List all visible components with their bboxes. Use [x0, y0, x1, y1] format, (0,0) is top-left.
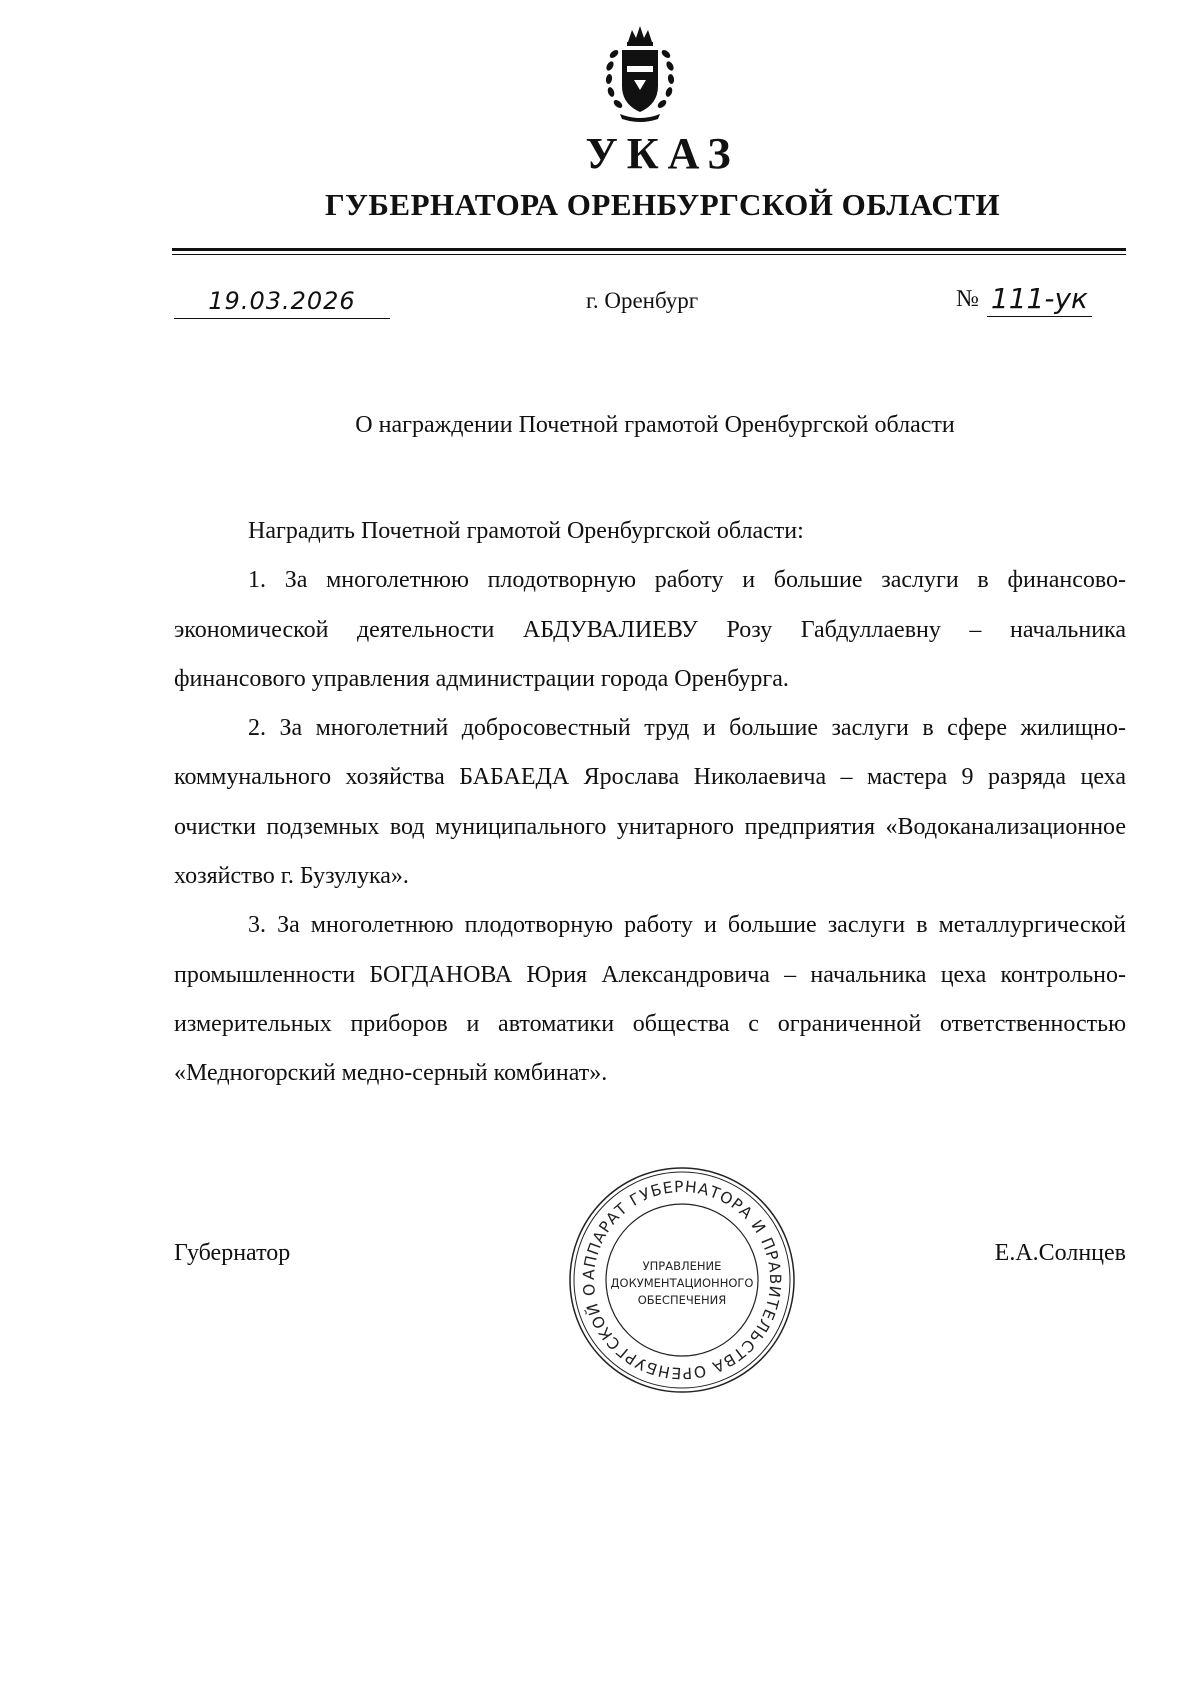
seal-ring-text: АППАРАТ ГУБЕРНАТОРА И ПРАВИТЕЛЬСТВА ОРЕНБУРГСКОЙ О	[579, 1177, 785, 1383]
number-sign: №	[956, 286, 979, 312]
official-seal	[562, 1160, 802, 1400]
award-item-1: 1. За многолетнюю плодотворную работу и большие заслуги в финансово-экономической деятельности АБДУВАЛИЕВУ Розу Габдуллаевну – начальника финансового управления администрации города Оренбурга.	[174, 567, 1126, 692]
document-subject: О награждении Почетной грамотой Оренбургской области	[355, 412, 955, 438]
seal-center-line-3: ОБЕСПЕЧЕНИЯ	[637, 1293, 727, 1307]
document-number	[956, 282, 1092, 322]
seal-center-line-2: ДОКУМЕНТАЦИОННОГО	[610, 1276, 754, 1290]
body-intro: Наградить Почетной грамотой Оренбургской области:	[248, 518, 804, 544]
issuer-title: ГУБЕРНАТОРА ОРЕНБУРГСКОЙ ОБЛАСТИ	[324, 187, 1001, 222]
document-city: г. Оренбург	[586, 288, 699, 313]
award-item-3: 3. За многолетнюю плодотворную работу и большие заслуги в металлургической промышленности БОГДАНОВА Юрия Александровича – начальника цеха контрольно-измерительных приборов и автоматики общества с ограниченной ответственностью «Медногорский медно-серный комбинат».	[174, 912, 1126, 1087]
seal-center-line-1: УПРАВЛЕНИЕ	[642, 1259, 722, 1273]
document-body	[174, 507, 1126, 1099]
document-type-title: УКАЗ	[585, 129, 740, 178]
number-value: 111-ук	[987, 282, 1092, 317]
document-date: 19.03.2026	[174, 284, 390, 319]
signatory-name: Е.А.Солнцев	[994, 1240, 1126, 1266]
header-rule-thin	[172, 254, 1126, 255]
signatory-title: Губернатор	[174, 1240, 291, 1266]
award-item-2: 2. За многолетний добросовестный труд и большие заслуги в сфере жилищно-коммунального хозяйства БАБАЕДА Ярослава Николаевича – мастера 9 разряда цеха очистки подземных вод муниципального унитарного предприятия «Водоканализационное хозяйство г. Бузулука».	[174, 715, 1126, 890]
coat-of-arms-emblem	[600, 24, 680, 124]
header-rule-thick	[172, 248, 1126, 251]
